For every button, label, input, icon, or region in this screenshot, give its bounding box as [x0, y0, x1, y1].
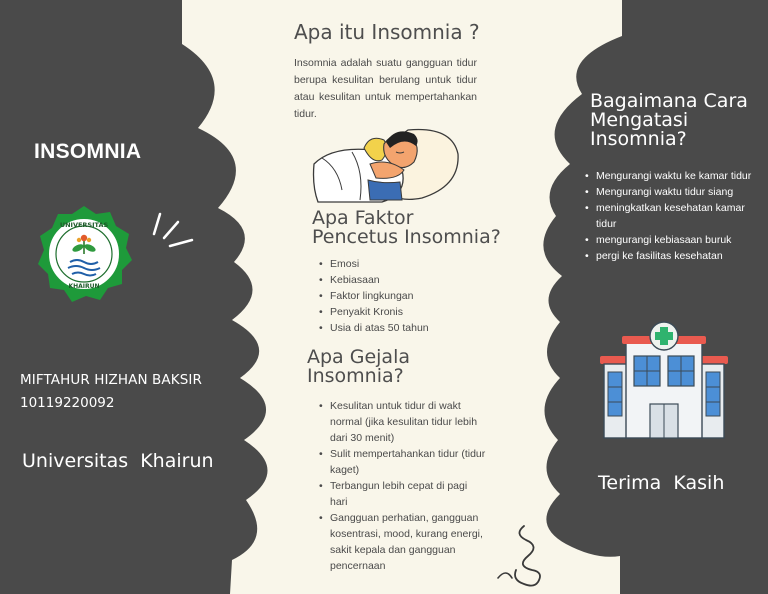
- list-item: • Faktor lingkungan: [318, 288, 488, 304]
- list-item: • Usia di atas 50 tahun: [318, 320, 488, 336]
- section3-heading-line2: Insomnia?: [307, 365, 404, 387]
- hospital-icon: [598, 320, 730, 440]
- list-item: • Emosi: [318, 256, 488, 272]
- right-heading-line1: Bagaimana Cara: [590, 90, 748, 112]
- section2-list: [318, 256, 488, 336]
- section2-heading-line1: Apa Faktor: [312, 207, 414, 229]
- closing-text: Terima Kasih: [598, 472, 725, 494]
- logo-text-bottom: KHAIRUN: [68, 283, 100, 290]
- author-name: MIFTAHUR HIZHAN BAKSIR: [20, 372, 202, 388]
- section3-heading-line1: Apa Gejala: [307, 346, 410, 368]
- list-item: • mengurangi kebiasaan buruk: [584, 232, 752, 248]
- author-id: 10119220092: [20, 395, 115, 411]
- brochure-title: INSOMNIA: [34, 140, 142, 163]
- section1-heading: Apa itu Insomnia ?: [294, 20, 480, 44]
- sleeping-person-illustration: [312, 124, 460, 204]
- list-item: • meningkatkan kesehatan kamar tidur: [584, 200, 752, 232]
- list-item: • Terbangun lebih cepat di pagi hari: [318, 478, 486, 510]
- list-item: • Kesulitan untuk tidur di wakt normal (jika kesulitan tidur lebih dari 30 menit): [318, 398, 486, 446]
- right-heading-line3: Insomnia?: [590, 128, 687, 150]
- section2-heading-line2: Pencetus Insomnia?: [312, 226, 501, 248]
- university-name: Universitas Khairun: [22, 450, 214, 472]
- list-item: • Mengurangi waktu ke kamar tidur: [584, 168, 752, 184]
- section1-body: Insomnia adalah suatu gangguan tidur berupa kesulitan berulang untuk tidur atau kesulitan untuk mempertahankan tidur.: [294, 57, 477, 120]
- list-item: • pergi ke fasilitas kesehatan: [584, 248, 752, 264]
- right-heading-line2: Mengatasi: [590, 109, 689, 131]
- right-list: [584, 168, 752, 264]
- list-item: • Sulit mempertahankan tidur (tidur kaget): [318, 446, 486, 478]
- section3-list: [318, 398, 486, 574]
- squiggle-doodle-icon: [494, 522, 552, 588]
- list-item: • Mengurangi waktu tidur siang: [584, 184, 752, 200]
- logo-text-top: UNIVERSITAS: [59, 221, 109, 229]
- accent-lines-icon: [150, 208, 198, 250]
- list-item: • Kebiasaan: [318, 272, 488, 288]
- list-item: • Penyakit Kronis: [318, 304, 488, 320]
- university-logo: [34, 204, 134, 304]
- list-item: • Gangguan perhatian, gangguan kosentrasi, mood, kurang energi, sakit kepala dan gangguan pencernaan: [318, 510, 486, 574]
